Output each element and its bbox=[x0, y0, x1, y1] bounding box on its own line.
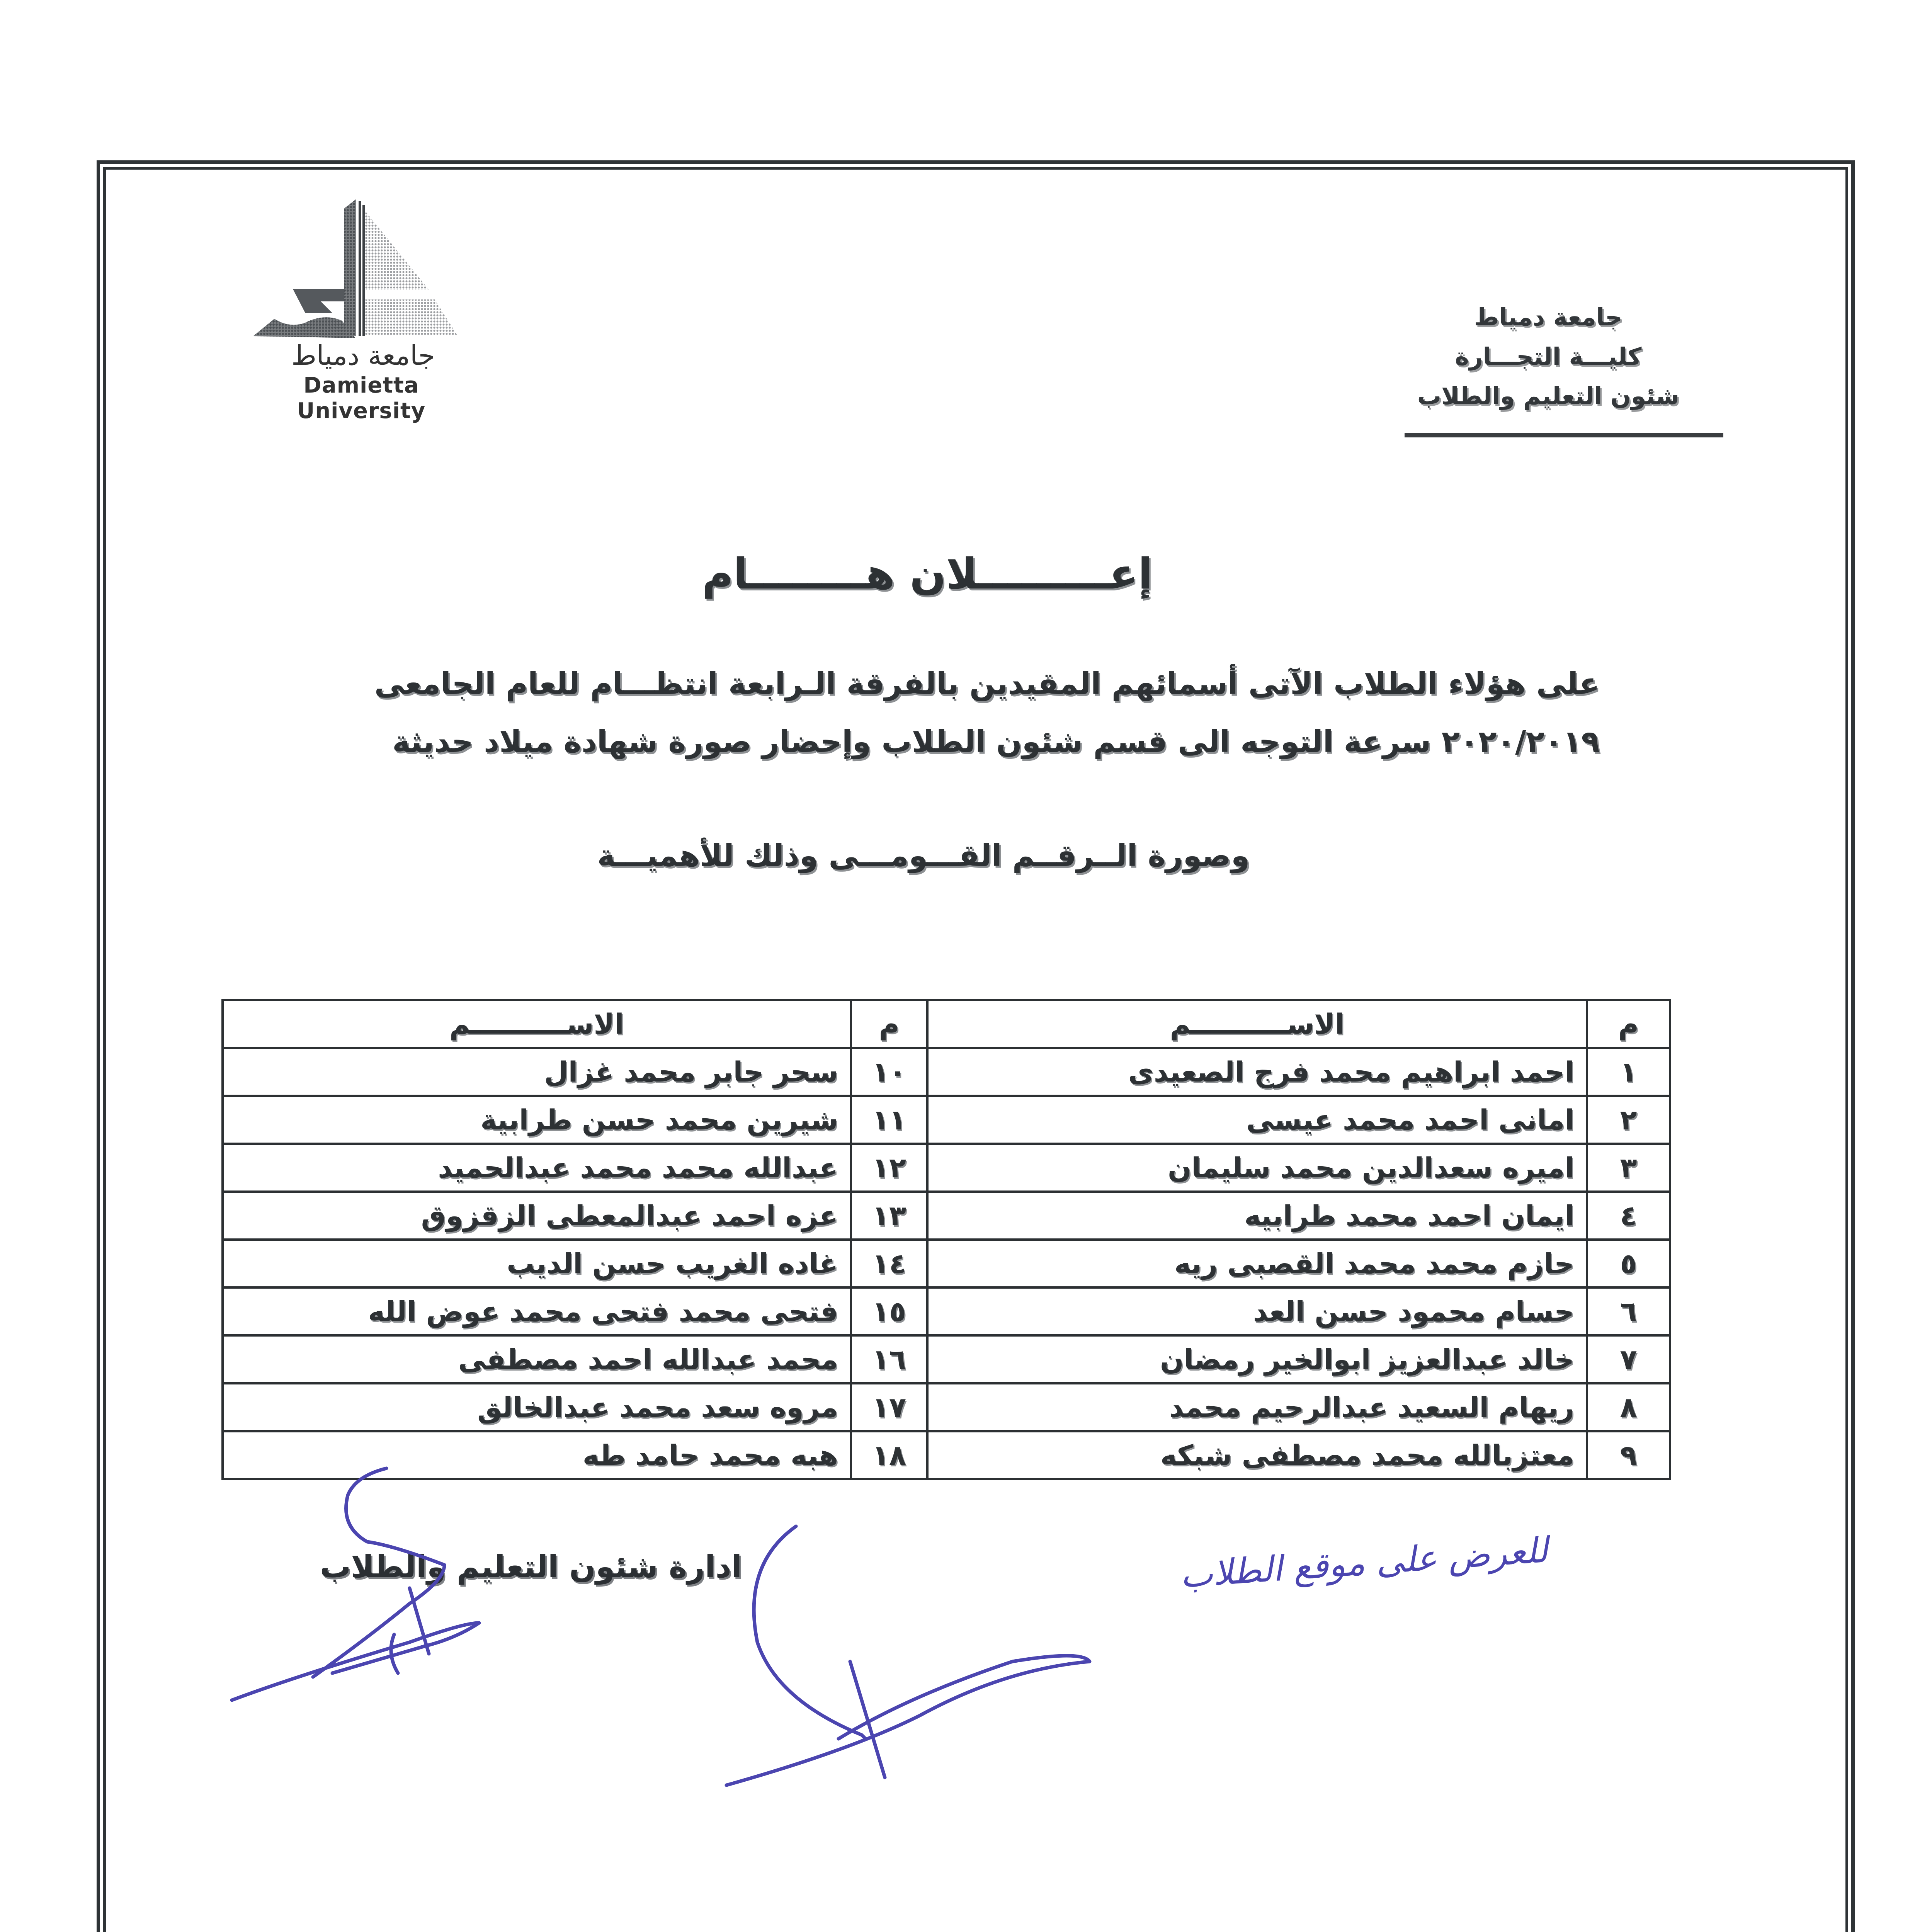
student-name-left: مروه سعد محمد عبدالخالق bbox=[223, 1383, 851, 1431]
row-number-right: ٣ bbox=[1587, 1144, 1670, 1192]
row-number-right: ١ bbox=[1587, 1048, 1670, 1096]
row-number-right: ٢ bbox=[1587, 1096, 1670, 1144]
row-number-left: ١٤ bbox=[851, 1240, 927, 1287]
header-number-left: م bbox=[851, 1000, 927, 1048]
row-number-left: ١٢ bbox=[851, 1144, 927, 1192]
department-signature-label: ادارة شئون التعليم والطلاب bbox=[320, 1549, 742, 1585]
logo-stripe bbox=[359, 201, 361, 336]
university-logo bbox=[247, 193, 479, 355]
row-number-left: ١٠ bbox=[851, 1048, 927, 1096]
row-number-left: ١٥ bbox=[851, 1287, 927, 1335]
student-name-left: هبه محمد حامد طه bbox=[223, 1431, 851, 1479]
table-row bbox=[223, 1144, 1670, 1192]
student-name-left: محمد عبدالله احمد مصطفى bbox=[223, 1335, 851, 1383]
student-name-left: فتحى محمد فتحى محمد عوض الله bbox=[223, 1287, 851, 1335]
logo-english-name: Damietta University bbox=[297, 373, 426, 423]
logo-stripe-2 bbox=[362, 205, 365, 336]
student-name-right: اميره سعدالدين محمد سليمان bbox=[927, 1144, 1587, 1192]
table-row bbox=[223, 1096, 1670, 1144]
announcement-line-1: على هؤلاء الطلاب الآتى أسمائهم المقيدين بالفرقة الـرابعة انتظـــام للعام الجامعى bbox=[374, 667, 1600, 701]
header-divider bbox=[1405, 433, 1723, 437]
row-number-left: ١٧ bbox=[851, 1383, 927, 1431]
student-name-right: حسام محمود حسن العد bbox=[927, 1287, 1587, 1335]
row-number-right: ٥ bbox=[1587, 1240, 1670, 1287]
row-number-right: ٨ bbox=[1587, 1383, 1670, 1431]
table-row bbox=[223, 1431, 1670, 1479]
student-name-left: عزه احمد عبدالمعطى الزقزوق bbox=[223, 1192, 851, 1240]
row-number-left: ١١ bbox=[851, 1096, 927, 1144]
logo-triangle-upper bbox=[363, 209, 429, 290]
table-row bbox=[223, 1335, 1670, 1383]
table-header-row bbox=[223, 1000, 1670, 1048]
logo-boat bbox=[293, 289, 344, 313]
header-number-right: م bbox=[1587, 1000, 1670, 1048]
row-number-right: ٦ bbox=[1587, 1287, 1670, 1335]
announcement-line-2: ٢٠٢٠/٢٠١٩ سرعة التوجه الى قسم شئون الطلاب وإحضار صورة شهادة ميلاد حديثة bbox=[392, 724, 1600, 759]
table-row bbox=[223, 1240, 1670, 1287]
table-row bbox=[223, 1287, 1670, 1335]
student-name-left: شيرين محمد حسن طرابية bbox=[223, 1096, 851, 1144]
header-name-left: الاســــــــــم bbox=[223, 1000, 851, 1048]
student-name-right: حازم محمد محمد القصبى ريه bbox=[927, 1240, 1587, 1287]
row-number-left: ١٣ bbox=[851, 1192, 927, 1240]
student-name-left: غاده الغريب حسن الديب bbox=[223, 1240, 851, 1287]
institution-header bbox=[1417, 298, 1679, 416]
students-table bbox=[221, 999, 1671, 1480]
logo-waves bbox=[253, 317, 355, 338]
table-row bbox=[223, 1048, 1670, 1096]
student-name-right: احمد ابراهيم محمد فرج الصعيدى bbox=[927, 1048, 1587, 1096]
student-name-right: معتزبالله محمد مصطفى شبكه bbox=[927, 1431, 1587, 1479]
student-name-left: عبدالله محمد محمد عبدالحميد bbox=[223, 1144, 851, 1192]
header-name-right: الاســــــــــم bbox=[927, 1000, 1587, 1048]
row-number-left: ١٨ bbox=[851, 1431, 927, 1479]
student-name-right: ريهام السعيد عبدالرحيم محمد bbox=[927, 1383, 1587, 1431]
table-row bbox=[223, 1383, 1670, 1431]
announcement-line-3: وصورة الــرقــم القـــومـــى وذلك للأهميـــة bbox=[597, 838, 1250, 873]
faculty-name: كليـــة التجـــارة bbox=[1455, 342, 1642, 371]
row-number-right: ٤ bbox=[1587, 1192, 1670, 1240]
student-name-right: خالد عبدالعزيز ابوالخير رمضان bbox=[927, 1335, 1587, 1383]
row-number-right: ٧ bbox=[1587, 1335, 1670, 1383]
student-name-right: امانى احمد محمد عيسى bbox=[927, 1096, 1587, 1144]
university-name: جامعة دمياط bbox=[1474, 303, 1622, 331]
table-row bbox=[223, 1192, 1670, 1240]
logo-arabic-name: جامعة دمياط bbox=[291, 340, 435, 371]
logo-triangle-lower bbox=[363, 299, 458, 336]
announcement-title: إعـــــــــلان هــــــــام bbox=[702, 549, 1153, 599]
row-number-left: ١٦ bbox=[851, 1335, 927, 1383]
student-name-left: سحر جابر محمد غزال bbox=[223, 1048, 851, 1096]
row-number-right: ٩ bbox=[1587, 1431, 1670, 1479]
department-name: شئون التعليم والطلاب bbox=[1417, 382, 1679, 410]
student-name-right: ايمان احمد محمد طرابيه bbox=[927, 1192, 1587, 1240]
logo-tower bbox=[344, 199, 356, 336]
handwritten-note: للعرض على موقع الطلاب bbox=[1179, 1529, 1549, 1596]
